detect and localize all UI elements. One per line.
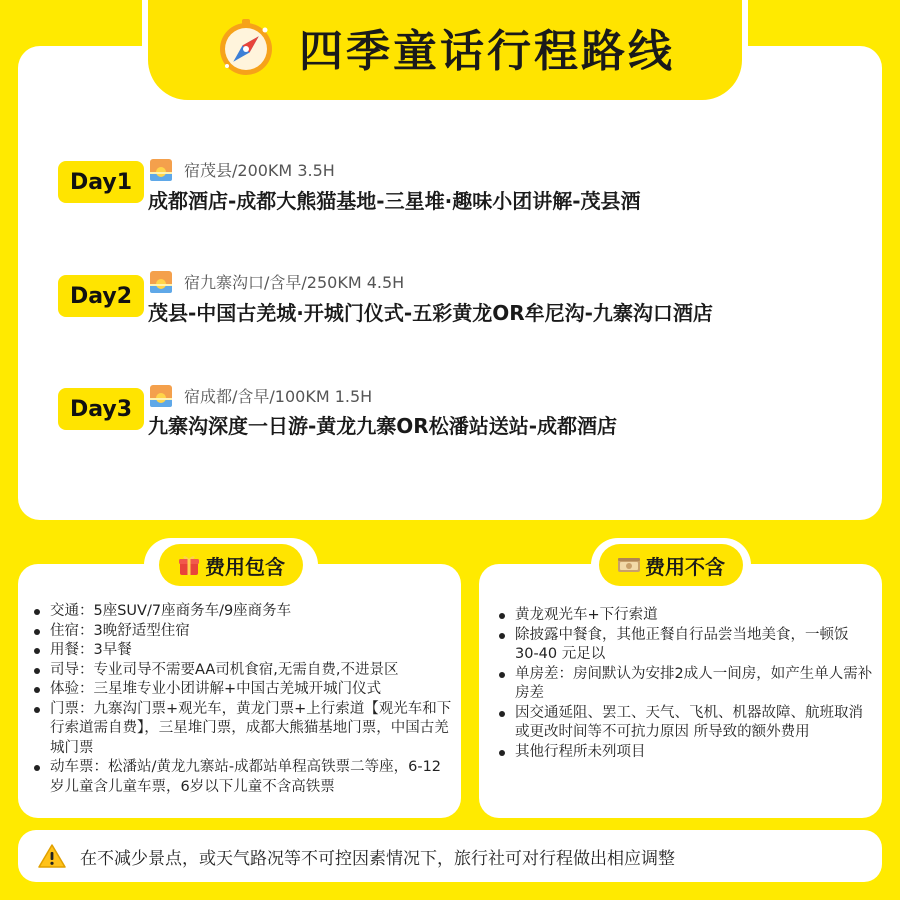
list-item: 门票：九寨沟门票+观光车，黄龙门票+上行索道【观光车和下行索道需自费】，三星堆门票，成都大熊猫基地门票，中国古羌城门票	[32, 700, 452, 759]
warning-icon	[38, 843, 66, 869]
list-item: 其他行程所未列项目	[497, 743, 873, 763]
day-meta	[150, 158, 335, 181]
excluded-panel	[479, 564, 882, 818]
excluded-list	[497, 606, 873, 762]
day-meta-text: 宿成都/含早/100KM 1.5H	[184, 387, 373, 406]
excluded-title: 费用不含	[645, 554, 725, 579]
day-badge: Day2	[58, 275, 144, 317]
list-item: 因交通延阻、罢工、天气、飞机、机器故障、航班取消或更改时间等不可抗力原因 所导致的额外费用	[497, 704, 873, 743]
included-list	[32, 602, 452, 797]
list-item: 用餐：3早餐	[32, 641, 452, 661]
day-meta	[150, 384, 372, 407]
notice-bar	[18, 830, 882, 882]
sunrise-icon	[150, 159, 172, 181]
compass-icon	[215, 16, 277, 78]
money-icon	[617, 553, 641, 577]
list-item: 住宿：3晚舒适型住宿	[32, 622, 452, 642]
list-item: 司导：专业司导不需要AA司机食宿,无需自费,不进景区	[32, 661, 452, 681]
list-item: 黄龙观光车+下行索道	[497, 606, 873, 626]
title-banner	[142, 0, 748, 106]
page-title: 四季童话行程路线	[299, 26, 675, 77]
day-meta-text: 宿茂县/200KM 3.5H	[184, 161, 335, 180]
included-header	[144, 538, 318, 592]
day-route: 成都酒店-成都大熊猫基地-三星堆·趣味小团讲解-茂县酒	[148, 189, 641, 213]
included-title: 费用包含	[205, 554, 285, 579]
itinerary-card	[18, 46, 882, 520]
excluded-header	[591, 538, 751, 592]
list-item: 单房差：房间默认为安排2成人一间房，如产生单人需补房差	[497, 665, 873, 704]
day-route: 茂县-中国古羌城·开城门仪式-五彩黄龙OR牟尼沟-九寨沟口酒店	[148, 301, 713, 325]
sunrise-icon	[150, 271, 172, 293]
list-item: 动车票：松潘站/黄龙九寨站-成都站单程高铁票二等座，6-12岁儿童含儿童车票，6岁以下儿童不含高铁票	[32, 758, 452, 797]
list-item: 体验：三星堆专业小团讲解+中国古羌城开城门仪式	[32, 680, 452, 700]
day-meta-text: 宿九寨沟口/含早/250KM 4.5H	[184, 273, 405, 292]
day-badge: Day1	[58, 161, 144, 203]
day-row-3	[42, 384, 862, 444]
day-row-2	[42, 270, 862, 330]
day-badge: Day3	[58, 388, 144, 430]
sunrise-icon	[150, 385, 172, 407]
included-panel	[18, 564, 461, 818]
notice-text: 在不减少景点，或天气路况等不可控因素情况下，旅行社可对行程做出相应调整	[80, 848, 675, 869]
day-meta	[150, 270, 404, 293]
day-row-1	[42, 158, 862, 218]
day-route: 九寨沟深度一日游-黄龙九寨OR松潘站送站-成都酒店	[148, 414, 618, 438]
gift-icon	[177, 553, 201, 577]
list-item: 交通：5座SUV/7座商务车/9座商务车	[32, 602, 452, 622]
list-item: 除披露中餐食，其他正餐自行品尝当地美食，一顿饭 30-40 元足以	[497, 626, 873, 665]
